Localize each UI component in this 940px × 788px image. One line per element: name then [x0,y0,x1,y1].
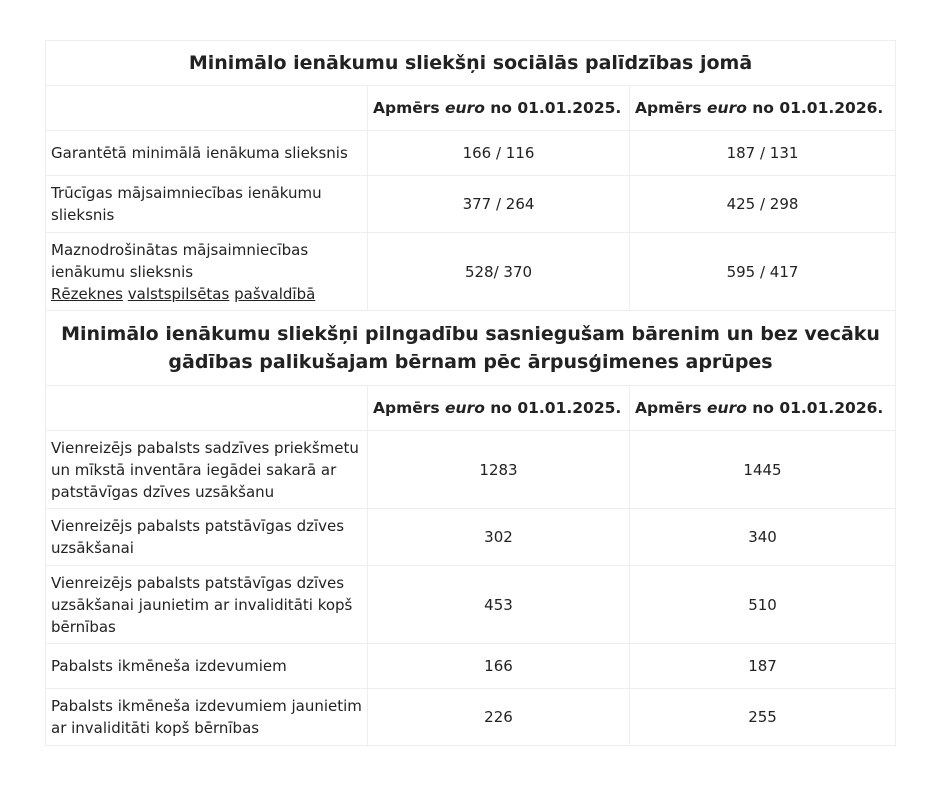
row-label: Vienreizējs pabalsts patstāvīgas dzīves uzsākšanai [46,509,368,566]
header-prefix: Apmērs [635,99,708,117]
row-value-2025: 377 / 264 [368,176,630,233]
section1-header-row [46,86,896,131]
table-row [46,233,896,311]
table-row [46,644,896,689]
header-prefix: Apmērs [635,399,708,417]
row-label: Pabalsts ikmēneša izdevumiem [46,644,368,689]
row-label-cell [46,233,368,311]
row-value-2025: 166 / 116 [368,131,630,176]
section2-title: Minimālo ienākumu sliekšņi pilngadību sasniegušam bārenim un bez vecāku gādības palikušajam bērnam pēc ārpusģimenes aprūpes [46,311,896,386]
header-prefix: Apmērs [373,99,446,117]
table-row [46,431,896,509]
section1-header-2025 [368,86,630,131]
header-unit: euro [445,99,485,117]
header-suffix: no 01.01.2026. [746,399,884,417]
row-value-2025: 528/ 370 [368,233,630,311]
row-value-2025: 166 [368,644,630,689]
header-prefix: Apmērs [373,399,446,417]
row-label: Vienreizējs pabalsts patstāvīgas dzīves uzsākšanai jaunietim ar invaliditāti kopš bērnības [46,566,368,644]
header-unit: euro [445,399,485,417]
row-value-2026: 510 [630,566,896,644]
section1-title-row [46,41,896,86]
table-row [46,566,896,644]
row-label: Vienreizējs pabalsts sadzīves priekšmetu un mīkstā inventāra iegādei sakarā ar patstāvīgas dzīves uzsākšanu [46,431,368,509]
table-row [46,689,896,746]
row-value-2025: 226 [368,689,630,746]
table-row [46,176,896,233]
row-value-2026: 255 [630,689,896,746]
row-label: Trūcīgas mājsaimniecības ienākumu slieksnis [46,176,368,233]
header-unit: euro [707,99,747,117]
section2-header-empty [46,386,368,431]
thresholds-document [45,40,895,746]
link-valstspilsetas[interactable]: valstspilsētas [127,284,230,303]
row-label: Garantētā minimālā ienākuma slieksnis [46,131,368,176]
row-value-2026: 187 / 131 [630,131,896,176]
table-row [46,131,896,176]
row-value-2026: 340 [630,509,896,566]
row-value-2026: 187 [630,644,896,689]
row-value-2025: 1283 [368,431,630,509]
row-value-2026: 1445 [630,431,896,509]
header-suffix: no 01.01.2025. [484,99,622,117]
header-suffix: no 01.01.2025. [484,399,622,417]
header-suffix: no 01.01.2026. [746,99,884,117]
row-label: Maznodrošinātas mājsaimniecības ienākumu slieksnis [51,240,309,281]
section2-header-2026 [630,386,896,431]
section2-header-2025 [368,386,630,431]
row-value-2026: 425 / 298 [630,176,896,233]
thresholds-table [45,40,896,746]
table-row [46,509,896,566]
row-label: Pabalsts ikmēneša izdevumiem jaunietim ar invaliditāti kopš bērnības [46,689,368,746]
link-rezeknes[interactable]: Rēzeknes [51,284,123,303]
section1-header-empty [46,86,368,131]
section2-title-row [46,311,896,386]
link-pasvaldiba[interactable]: pašvaldībā [234,284,316,303]
header-unit: euro [707,399,747,417]
row-value-2025: 453 [368,566,630,644]
section1-title: Minimālo ienākumu sliekšņi sociālās palīdzības jomā [46,41,896,86]
section2-header-row [46,386,896,431]
section1-header-2026 [630,86,896,131]
row-value-2026: 595 / 417 [630,233,896,311]
row-value-2025: 302 [368,509,630,566]
